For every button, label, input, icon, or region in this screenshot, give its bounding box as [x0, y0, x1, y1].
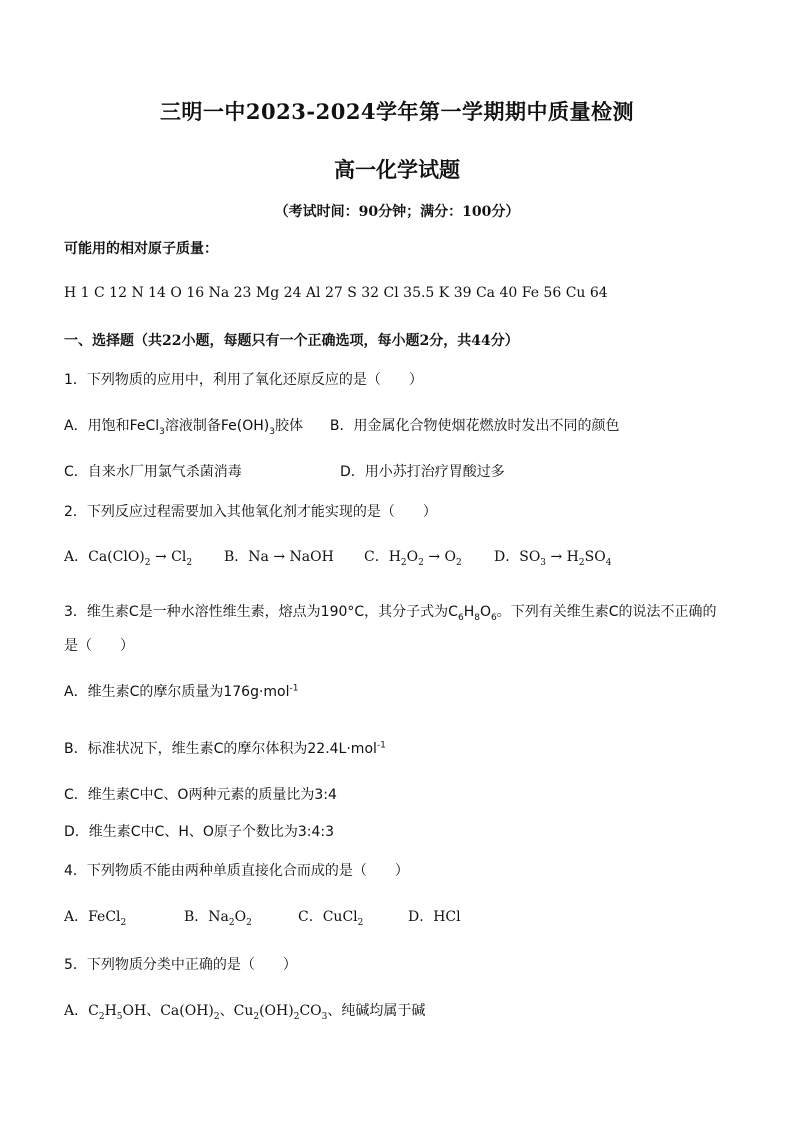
exam-subtitle: 高一化学试题 — [334, 157, 460, 182]
q2-options — [64, 548, 611, 566]
q1-option-c: C．自来水厂用氯气杀菌消毒 — [64, 464, 242, 480]
exam-title: 三明一中2023-2024学年第一学期期中质量检测 — [159, 99, 635, 124]
q1-option-b: B．用金属化合物使烟花燃放时发出不同的颜色 — [329, 418, 620, 434]
q2-option-a: A．$Ca(ClO)_2 \to Cl_2$ — [64, 549, 193, 568]
atomic-mass-heading: 可能用的相对原子质量： — [64, 241, 218, 257]
q2-option-b: B．Na → NaOH — [224, 549, 334, 565]
q1-stem: 1．下列物质的应用中，利用了氧化还原反应的是（ ） — [64, 372, 423, 388]
q4-option-b: B．$Na_2O_2$ — [184, 909, 252, 928]
q3-option-d: D．维生素C中C、H、O原子个数比为3:4:3 — [64, 824, 335, 840]
q4-stem: 4．下列物质不能由两种单质直接化合而成的是（ ） — [64, 863, 409, 879]
q3-option-c: C．维生素C中C、O两种元素的质量比为3:4 — [64, 787, 337, 803]
q1-options-cd — [64, 463, 505, 481]
q5-option-a: A．$C_2H_5OH$、$Ca(OH)_2$、$Cu_2(OH)_2CO_3$、纯碱均属于碱 — [64, 1003, 426, 1022]
q3-option-b: B．标准状况下，维生素C的摩尔体积为22.4L·mol$^{-1}$ — [64, 740, 386, 757]
q4-options — [64, 908, 461, 926]
q2-option-d: D．$SO_3 \to H_2SO_4$ — [494, 549, 612, 568]
q4-option-a: A．FeCl$_2$ — [64, 909, 127, 928]
exam-info: （考试时间：90分钟；满分：100分） — [274, 204, 520, 220]
q3-stem-line2: 是（ ） — [64, 638, 134, 654]
q2-option-c: C．$H_2O_2 \to O_2$ — [364, 549, 462, 568]
q3-option-a: A．维生素C的摩尔质量为176g·mol$^{-1}$ — [64, 683, 299, 700]
q1-options-ab — [64, 417, 620, 435]
q2-stem: 2．下列反应过程需要加入其他氧化剂才能实现的是（ ） — [64, 504, 437, 520]
q1-option-d: D．用小苏打治疗胃酸过多 — [340, 464, 505, 480]
q5-stem: 5．下列物质分类中正确的是（ ） — [64, 957, 297, 973]
section-heading: 一、选择题（共22小题，每题只有一个正确选项，每小题2分，共44分） — [64, 333, 519, 349]
q4-option-d: D．HCl — [408, 909, 461, 925]
atomic-mass-values: H 1 C 12 N 14 O 16 Na 23 Mg 24 Al 27 S 32 Cl 35.5 K 39 Ca 40 Fe 56 Cu 64 — [64, 285, 608, 301]
q1-option-a: A．用饱和FeCl$_3$溶液制备$Fe(OH)_3$胶体 — [64, 418, 303, 437]
q4-option-c: C．CuCl$_2$ — [298, 909, 364, 928]
q3-stem: 3．维生素C是一种水溶性维生素，熔点为190°C，其分子式为$C_6H_8O_6$。下列有关维生素C的说法不正确的 — [64, 604, 717, 623]
